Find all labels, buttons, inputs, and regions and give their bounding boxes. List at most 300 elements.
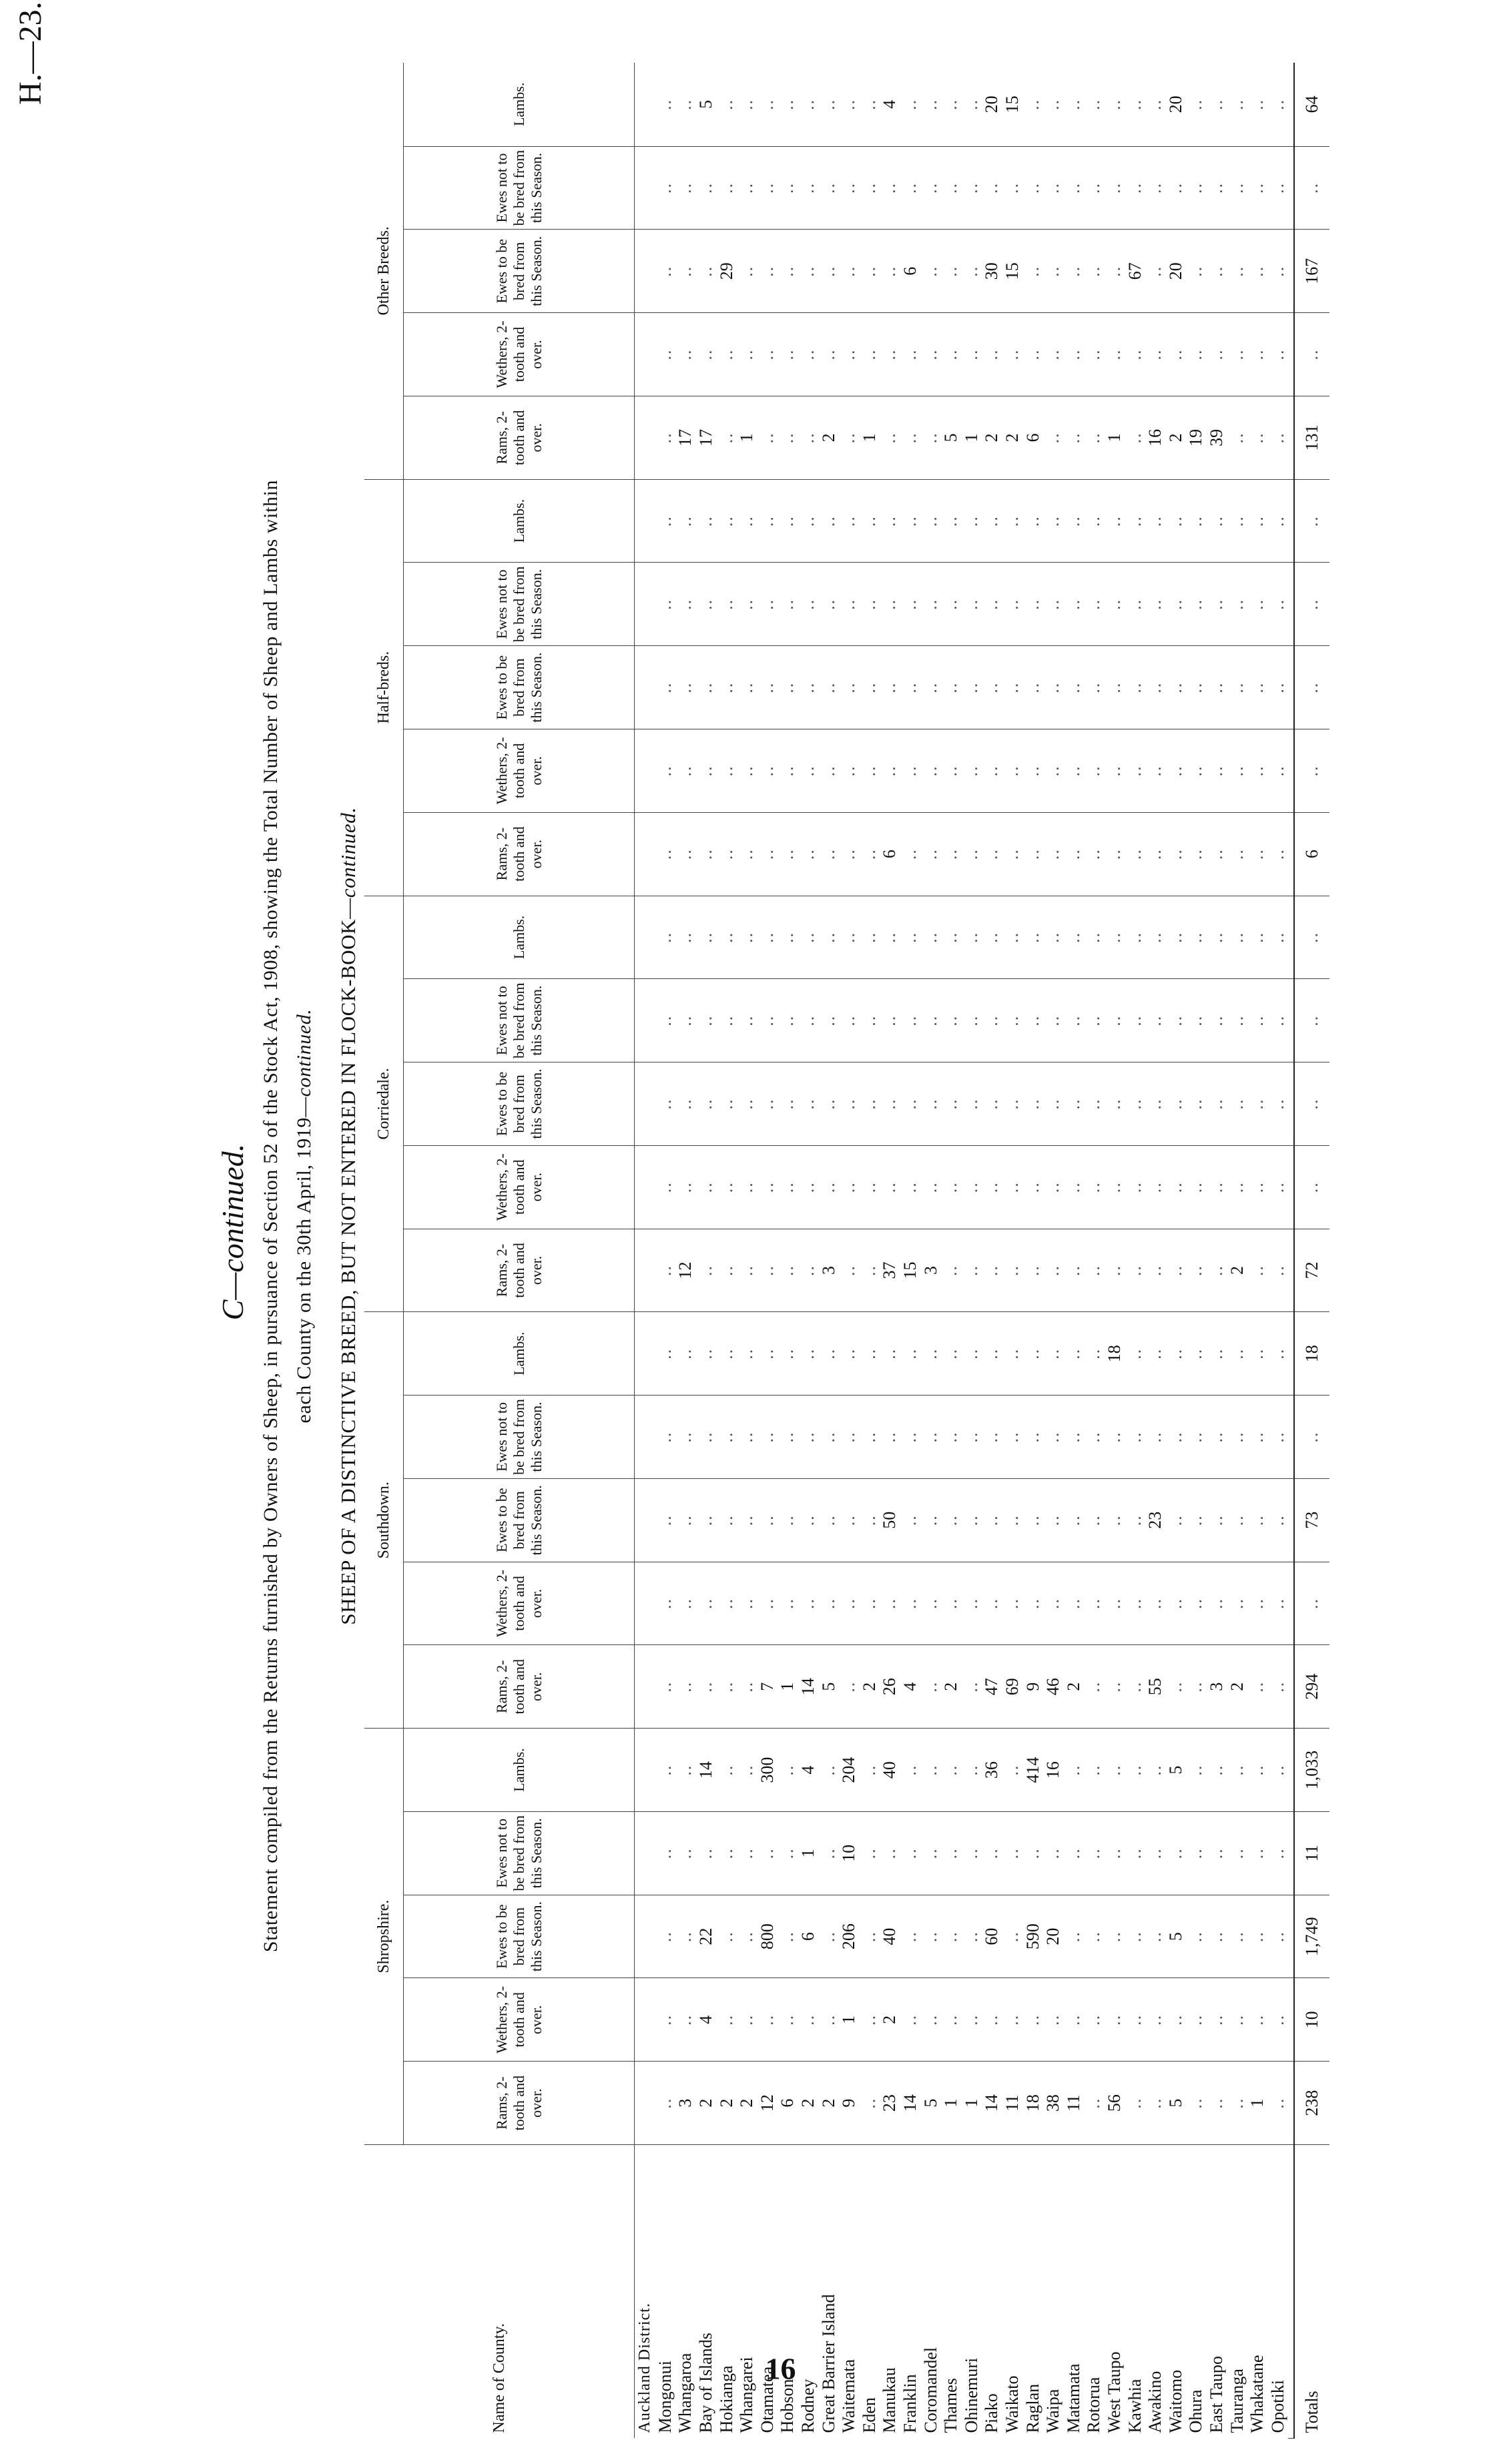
table-cell: .. (982, 479, 1002, 563)
table-cell: .. (880, 1811, 900, 1895)
column-subheader (404, 1895, 635, 1978)
table-cell: .. (1084, 479, 1105, 563)
table-cell: .. (900, 1478, 921, 1562)
table-cell: .. (920, 479, 941, 563)
table-cell: .. (655, 1729, 676, 1812)
table-cell: .. (1247, 479, 1268, 563)
table-cell: .. (675, 313, 696, 396)
table-cell: .. (778, 979, 798, 1062)
table-cell: .. (941, 646, 962, 729)
total-cell: 72 (1294, 1229, 1329, 1312)
table-cell: .. (1105, 1145, 1125, 1229)
table-cell: .. (1165, 563, 1186, 646)
table-cell: .. (1186, 1062, 1207, 1146)
table-cell: .. (962, 1562, 982, 1645)
table-cell: .. (675, 1062, 696, 1146)
table-cell: .. (1063, 1811, 1084, 1895)
total-cell: .. (1294, 896, 1329, 979)
table-cell: .. (818, 230, 839, 313)
table-cell: 204 (839, 1729, 860, 1812)
table-cell: .. (778, 1062, 798, 1146)
table-cell: .. (1145, 1811, 1166, 1895)
table-cell: .. (1145, 1978, 1166, 2062)
table-cell: .. (798, 979, 819, 1062)
table-cell: .. (880, 313, 900, 396)
table-cell: .. (839, 313, 860, 396)
county-name: Ohinemuri (961, 2357, 981, 2433)
table-cell: .. (758, 1562, 778, 1645)
table-cell: .. (696, 479, 717, 563)
table-cell: .. (1145, 1145, 1166, 1229)
table-cell: .. (839, 563, 860, 646)
table-cell: .. (860, 812, 880, 896)
table-cell: .. (758, 1062, 778, 1146)
table-cell: .. (941, 1811, 962, 1895)
table-cell: .. (758, 563, 778, 646)
table-cell: .. (860, 1229, 880, 1312)
table-cell: .. (941, 1062, 962, 1146)
table-cell: .. (1186, 1145, 1207, 1229)
table-cell: .. (839, 812, 860, 896)
table-cell: .. (941, 146, 962, 230)
table-cell: .. (675, 1562, 696, 1645)
table-cell: 4 (798, 1729, 819, 1812)
table-cell: .. (1207, 63, 1227, 146)
table-cell: .. (1063, 1729, 1084, 1812)
table-cell: .. (1267, 1312, 1288, 1396)
table-cell: .. (655, 230, 676, 313)
table-cell: .. (1227, 563, 1247, 646)
table-cell: .. (798, 1229, 819, 1312)
county-row (778, 63, 798, 2439)
table-cell: .. (900, 1562, 921, 1645)
table-cell: .. (920, 1396, 941, 1479)
table-cell: .. (1105, 479, 1125, 563)
table-cell: .. (941, 812, 962, 896)
table-cell: .. (655, 1312, 676, 1396)
table-cell: .. (1084, 1145, 1105, 1229)
column-subheader-label: Rams, 2-tooth and over. (493, 1659, 545, 1715)
table-cell: .. (1063, 646, 1084, 729)
table-cell: .. (1247, 230, 1268, 313)
table-cell: 50 (880, 1478, 900, 1562)
table-cell: .. (737, 1645, 758, 1729)
total-cell: 167 (1294, 230, 1329, 313)
table-cell: 2 (1227, 1229, 1247, 1312)
table-cell: .. (1084, 396, 1105, 479)
county-row (1105, 63, 1125, 2439)
table-cell: .. (1084, 146, 1105, 230)
table-cell: .. (941, 729, 962, 812)
table-cell: .. (675, 230, 696, 313)
total-cell: .. (1294, 979, 1329, 1062)
district-row (635, 63, 655, 2439)
county-name: Waipa (1043, 2389, 1063, 2433)
table-cell: .. (1165, 479, 1186, 563)
breed-header: Southdown. (364, 1312, 404, 1729)
table-cell: .. (1105, 1978, 1125, 2062)
county-row (1227, 63, 1247, 2439)
table-cell: 12 (675, 1229, 696, 1312)
table-cell: .. (778, 396, 798, 479)
table-cell: .. (737, 729, 758, 812)
table-cell: .. (1247, 1978, 1268, 2062)
table-cell: 800 (758, 1895, 778, 1978)
table-cell: .. (920, 896, 941, 979)
table-cell: 20 (1165, 230, 1186, 313)
table-cell: .. (737, 1895, 758, 1978)
table-cell: .. (798, 1145, 819, 1229)
table-cell: .. (962, 646, 982, 729)
table-cell: .. (1186, 1895, 1207, 1978)
table-cell: .. (798, 1396, 819, 1479)
column-subheader-label: Rams, 2-tooth and over. (493, 2075, 545, 2131)
table-cell: .. (1227, 729, 1247, 812)
table-cell: .. (778, 896, 798, 979)
table-cell: .. (962, 1229, 982, 1312)
table-cell: .. (1125, 146, 1145, 230)
table-cell: .. (1207, 1562, 1227, 1645)
table-cell: 40 (880, 1895, 900, 1978)
table-cell: 10 (839, 1811, 860, 1895)
column-subheader (404, 146, 635, 230)
breed-header: Shropshire. (364, 1729, 404, 2145)
section-title-continued: continued. (336, 807, 360, 898)
table-cell: .. (778, 479, 798, 563)
table-cell: .. (1002, 979, 1023, 1062)
table-cell: .. (920, 729, 941, 812)
table-cell: .. (696, 313, 717, 396)
table-cell: .. (941, 479, 962, 563)
table-cell: .. (1125, 479, 1145, 563)
table-cell: .. (1227, 1062, 1247, 1146)
table-cell: 14 (900, 2062, 921, 2145)
table-cell: .. (798, 1478, 819, 1562)
table-cell: .. (982, 1478, 1002, 1562)
table-cell: .. (920, 1062, 941, 1146)
table-cell: 22 (696, 1895, 717, 1978)
county-name: Franklin (900, 2374, 920, 2433)
table-cell: .. (1105, 1895, 1125, 1978)
table-cell: .. (716, 1895, 737, 1978)
table-cell: .. (778, 63, 798, 146)
table-cell: .. (655, 1562, 676, 1645)
county-row (1002, 63, 1023, 2439)
table-cell: 56 (1105, 2062, 1125, 2145)
table-cell: .. (1105, 729, 1125, 812)
table-cell: .. (962, 479, 982, 563)
county-name: Whangaroa (675, 2353, 695, 2433)
column-subheader (404, 1062, 635, 1146)
table-cell: .. (1247, 1645, 1268, 1729)
table-cell: .. (758, 1396, 778, 1479)
table-cell: .. (900, 1396, 921, 1479)
table-cell: .. (1247, 563, 1268, 646)
county-row (941, 63, 962, 2439)
table-cell: .. (696, 1562, 717, 1645)
table-cell: .. (716, 479, 737, 563)
table-cell: .. (920, 1895, 941, 1978)
table-cell: .. (1043, 146, 1064, 230)
total-cell: .. (1294, 479, 1329, 563)
table-cell: .. (1165, 729, 1186, 812)
table-cell: 2 (880, 1978, 900, 2062)
table-cell: .. (1247, 896, 1268, 979)
table-cell: 2 (1227, 1645, 1247, 1729)
table-cell: .. (1002, 146, 1023, 230)
table-cell: .. (1063, 1062, 1084, 1146)
table-cell: 7 (758, 1645, 778, 1729)
table-cell: .. (1022, 563, 1043, 646)
table-cell: .. (1002, 1895, 1023, 1978)
county-name: Manukau (880, 2367, 900, 2433)
table-cell: .. (982, 812, 1002, 896)
table-cell: .. (1043, 1145, 1064, 1229)
table-cell: .. (900, 1145, 921, 1229)
totals-label: Totals (1294, 2145, 1329, 2439)
table-cell: .. (920, 313, 941, 396)
table-cell: .. (920, 1645, 941, 1729)
table-cell: .. (675, 63, 696, 146)
column-subheader-label: Rams, 2-tooth and over. (493, 1243, 545, 1298)
column-subheader-label: Wethers, 2-tooth and over. (493, 737, 545, 805)
table-cell: 414 (1022, 1729, 1043, 1812)
column-subheader (404, 1145, 635, 1229)
county-row (962, 63, 982, 2439)
table-cell: .. (1125, 2062, 1145, 2145)
table-cell: .. (675, 646, 696, 729)
table-cell: .. (1105, 1811, 1125, 1895)
table-cell: .. (655, 1229, 676, 1312)
table-cell: 590 (1022, 1895, 1043, 1978)
table-cell: .. (860, 979, 880, 1062)
table-cell: .. (818, 63, 839, 146)
statement-title-line-1: Statement compiled from the Returns furnished by Owners of Sheep, in pursuance of Section 52 of the Stock Act, 1908, showing the Total Number of Sheep and Lambs within (260, 479, 282, 1953)
table-cell: .. (778, 1396, 798, 1479)
table-cell: .. (839, 1145, 860, 1229)
table-cell: .. (1247, 1312, 1268, 1396)
table-cell: .. (818, 1396, 839, 1479)
table-cell: .. (696, 146, 717, 230)
table-cell: .. (880, 896, 900, 979)
table-cell: .. (982, 563, 1002, 646)
table-cell: .. (962, 1645, 982, 1729)
table-cell: 5 (1165, 2062, 1186, 2145)
breed-header: Corriedale. (364, 896, 404, 1312)
total-cell: .. (1294, 1145, 1329, 1229)
table-cell: .. (1247, 1729, 1268, 1812)
table-cell: .. (1247, 646, 1268, 729)
table-cell: .. (1145, 1729, 1166, 1812)
table-cell: .. (860, 1396, 880, 1479)
table-cell: .. (1207, 1229, 1227, 1312)
table-cell: .. (655, 1811, 676, 1895)
table-cell: .. (758, 1811, 778, 1895)
table-cell: .. (818, 563, 839, 646)
table-cell: .. (900, 646, 921, 729)
table-cell: .. (655, 1145, 676, 1229)
column-subheader (404, 1229, 635, 1312)
table-cell: .. (1186, 1312, 1207, 1396)
column-subheader (404, 1978, 635, 2062)
column-subheader-label: Wethers, 2-tooth and over. (493, 1985, 545, 2054)
table-cell: .. (1145, 729, 1166, 812)
county-row (1022, 63, 1043, 2439)
table-cell: .. (920, 1478, 941, 1562)
table-cell: .. (1043, 896, 1064, 979)
table-cell: .. (962, 1478, 982, 1562)
table-cell: .. (758, 146, 778, 230)
table-cell: 36 (982, 1729, 1002, 1812)
table-cell: .. (1002, 479, 1023, 563)
table-cell: .. (1063, 1895, 1084, 1978)
table-cell: .. (1084, 63, 1105, 146)
table-cell: .. (696, 979, 717, 1062)
county-row (982, 63, 1002, 2439)
county-name: Kawhia (1125, 2379, 1145, 2433)
county-name: Matamata (1063, 2363, 1083, 2433)
table-cell: 6 (1022, 396, 1043, 479)
table-cell: .. (1022, 896, 1043, 979)
county-name: Opotiki (1267, 2380, 1287, 2433)
table-cell: .. (1125, 396, 1145, 479)
table-cell: .. (778, 146, 798, 230)
table-cell: .. (982, 1145, 1002, 1229)
table-cell: 6 (798, 1895, 819, 1978)
table-cell: .. (1105, 146, 1125, 230)
table-cell: .. (655, 63, 676, 146)
table-cell: .. (1105, 979, 1125, 1062)
table-cell: .. (839, 646, 860, 729)
table-cell: .. (900, 146, 921, 230)
table-cell: .. (1022, 1229, 1043, 1312)
table-cell: .. (1267, 1811, 1288, 1895)
table-cell: .. (1267, 729, 1288, 812)
statement-title-line-2-continued: continued. (293, 1008, 315, 1097)
table-cell: .. (1043, 646, 1064, 729)
table-cell: .. (920, 563, 941, 646)
table-cell: 2 (1063, 1645, 1084, 1729)
table-cell: .. (818, 479, 839, 563)
table-cell: .. (818, 1562, 839, 1645)
table-cell: .. (818, 812, 839, 896)
table-cell: .. (962, 313, 982, 396)
table-cell: 2 (941, 1645, 962, 1729)
table-cell: .. (1125, 1562, 1145, 1645)
table-cell: .. (860, 1312, 880, 1396)
page-reference: H.—23. (13, 1, 48, 105)
table-cell: .. (900, 1729, 921, 1812)
table-cell: .. (1063, 563, 1084, 646)
column-subheader (404, 313, 635, 396)
table-cell: .. (1022, 479, 1043, 563)
table-cell: .. (1125, 1729, 1145, 1812)
table-cell: .. (737, 230, 758, 313)
table-cell: .. (1227, 646, 1247, 729)
table-cell: .. (1125, 812, 1145, 896)
table-cell: .. (1002, 896, 1023, 979)
subheader-row (404, 63, 635, 2439)
table-cell: .. (1145, 812, 1166, 896)
table-cell: 12 (758, 2062, 778, 2145)
table-cell: .. (1267, 1229, 1288, 1312)
table-cell: .. (1063, 313, 1084, 396)
table-cell: .. (1145, 646, 1166, 729)
table-cell: .. (1207, 1312, 1227, 1396)
table-cell: .. (1084, 563, 1105, 646)
table-cell: .. (1125, 1062, 1145, 1146)
table-cell: .. (1063, 1145, 1084, 1229)
table-cell: .. (1165, 1062, 1186, 1146)
table-cell: 47 (982, 1645, 1002, 1729)
table-cell: .. (1125, 1811, 1145, 1895)
county-row (798, 63, 819, 2439)
table-cell: 2 (716, 2062, 737, 2145)
table-cell: .. (900, 1895, 921, 1978)
table-cell: .. (1247, 1396, 1268, 1479)
table-cell: .. (1145, 2062, 1166, 2145)
table-cell: .. (880, 1312, 900, 1396)
table-cell: .. (758, 646, 778, 729)
table-cell: .. (798, 230, 819, 313)
table-cell: .. (1267, 646, 1288, 729)
table-cell: .. (1247, 1145, 1268, 1229)
column-subheader-label: Ewes to be bred from this Season. (493, 1485, 545, 1556)
county-name: Great Barrier Island (818, 2294, 838, 2433)
table-cell: .. (880, 230, 900, 313)
table-cell: 14 (982, 2062, 1002, 2145)
table-cell: .. (1267, 1062, 1288, 1146)
table-cell: .. (716, 396, 737, 479)
table-cell: 4 (880, 63, 900, 146)
table-cell: 18 (1105, 1312, 1125, 1396)
total-cell: 18 (1294, 1312, 1329, 1396)
column-subheader-label: Lambs. (510, 915, 527, 960)
table-cell: .. (1186, 1978, 1207, 2062)
table-cell: .. (1002, 1562, 1023, 1645)
column-subheader (404, 479, 635, 563)
table-cell: .. (716, 1312, 737, 1396)
county-row (758, 63, 778, 2439)
county-row (839, 63, 860, 2439)
table-cell: .. (900, 1978, 921, 2062)
table-cell: .. (839, 1062, 860, 1146)
table-cell: .. (1165, 1145, 1186, 1229)
table-cell: .. (1105, 313, 1125, 396)
table-cell: .. (1247, 1478, 1268, 1562)
table-cell: .. (1063, 1478, 1084, 1562)
table-cell: .. (962, 230, 982, 313)
table-cell: .. (1145, 479, 1166, 563)
table-cell: .. (900, 63, 921, 146)
table-cell: .. (675, 1145, 696, 1229)
table-cell: .. (1043, 479, 1064, 563)
table-cell: .. (818, 146, 839, 230)
table-cell: .. (880, 479, 900, 563)
table-cell: .. (941, 1396, 962, 1479)
table-cell: 6 (778, 2062, 798, 2145)
table-cell: .. (860, 2062, 880, 2145)
table-cell: .. (880, 1562, 900, 1645)
county-row (1186, 63, 1207, 2439)
column-subheader-label: Ewes not to be bred from this Season. (493, 982, 545, 1058)
county-name: Rotorua (1084, 2377, 1104, 2433)
table-cell: .. (1002, 1729, 1023, 1812)
table-cell: .. (758, 979, 778, 1062)
total-cell: 6 (1294, 812, 1329, 896)
table-cell: .. (1145, 896, 1166, 979)
table-cell: .. (941, 1478, 962, 1562)
